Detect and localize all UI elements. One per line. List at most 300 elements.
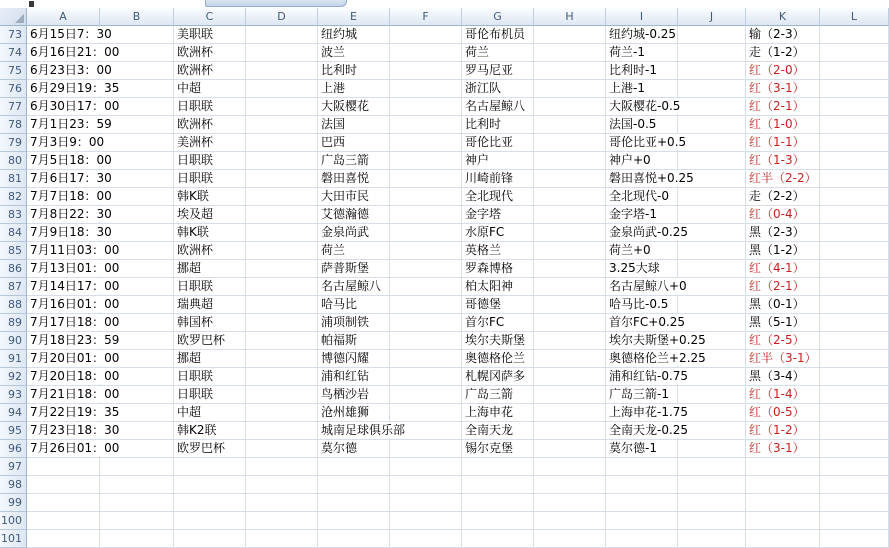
cell-B99[interactable] (100, 494, 174, 512)
cell-H100[interactable] (534, 512, 606, 530)
cell-C101[interactable] (174, 530, 246, 548)
cell-A82[interactable] (27, 188, 112, 206)
cell-I99[interactable] (606, 494, 678, 512)
column-header-I[interactable]: I (606, 8, 678, 26)
column-header-D[interactable]: D (246, 8, 318, 26)
cell-H87[interactable] (534, 278, 606, 296)
cell-I91[interactable] (606, 350, 706, 368)
cell-I93[interactable] (606, 386, 678, 404)
cell-J97[interactable] (678, 458, 746, 476)
cell-C92[interactable] (174, 368, 246, 386)
row-header-83[interactable]: 83 (0, 206, 27, 224)
cell-H80[interactable] (534, 152, 606, 170)
cell-H78[interactable] (534, 116, 606, 134)
cell-H82[interactable] (534, 188, 606, 206)
cell-A77[interactable] (27, 98, 120, 116)
cell-C86[interactable] (174, 260, 246, 278)
cell-A89[interactable] (27, 314, 120, 332)
cell-K78[interactable] (746, 116, 820, 134)
column-header-J[interactable]: J (678, 8, 746, 26)
cell-L88[interactable] (820, 296, 889, 314)
cell-J77[interactable] (678, 98, 746, 116)
cell-K81[interactable] (746, 170, 820, 188)
cell-K100[interactable] (746, 512, 820, 530)
cell-A75[interactable] (27, 62, 112, 80)
cell-L90[interactable] (820, 332, 889, 350)
cell-E91[interactable] (318, 350, 390, 368)
cell-A88[interactable] (27, 296, 120, 314)
cell-E100[interactable] (318, 512, 390, 530)
cell-K96[interactable] (746, 440, 820, 458)
cell-L95[interactable] (820, 422, 889, 440)
cell-E92[interactable] (318, 368, 390, 386)
cell-A91[interactable] (27, 350, 120, 368)
cell-A100[interactable] (27, 512, 100, 530)
cell-D97[interactable] (246, 458, 318, 476)
row-header-77[interactable]: 77 (0, 98, 27, 116)
cell-E87[interactable] (318, 278, 390, 296)
cell-D91[interactable] (246, 350, 318, 368)
cell-A74[interactable] (27, 44, 120, 62)
cell-L96[interactable] (820, 440, 889, 458)
cell-L83[interactable] (820, 206, 889, 224)
cell-L77[interactable] (820, 98, 889, 116)
cell-J98[interactable] (678, 476, 746, 494)
cell-L92[interactable] (820, 368, 889, 386)
cell-G87[interactable] (462, 278, 534, 296)
row-header-100[interactable]: 100 (0, 512, 27, 530)
cell-J96[interactable] (678, 440, 746, 458)
cell-D87[interactable] (246, 278, 318, 296)
cell-I74[interactable] (606, 44, 678, 62)
cell-D90[interactable] (246, 332, 318, 350)
cell-F74[interactable] (390, 44, 462, 62)
cell-J86[interactable] (678, 260, 746, 278)
cell-D86[interactable] (246, 260, 318, 278)
row-header-95[interactable]: 95 (0, 422, 27, 440)
cell-F86[interactable] (390, 260, 462, 278)
cell-I97[interactable] (606, 458, 678, 476)
row-header-97[interactable]: 97 (0, 458, 27, 476)
cell-F89[interactable] (390, 314, 462, 332)
cell-I83[interactable] (606, 206, 678, 224)
cell-C82[interactable] (174, 188, 246, 206)
cell-E96[interactable] (318, 440, 390, 458)
cell-E85[interactable] (318, 242, 390, 260)
cell-D81[interactable] (246, 170, 318, 188)
cell-H85[interactable] (534, 242, 606, 260)
cell-H90[interactable] (534, 332, 606, 350)
cell-F85[interactable] (390, 242, 462, 260)
cell-E98[interactable] (318, 476, 390, 494)
cell-K86[interactable] (746, 260, 820, 278)
cell-A101[interactable] (27, 530, 100, 548)
cell-K90[interactable] (746, 332, 820, 350)
cell-A85[interactable] (27, 242, 120, 260)
cell-K74[interactable] (746, 44, 820, 62)
column-header-F[interactable]: F (390, 8, 462, 26)
cell-C98[interactable] (174, 476, 246, 494)
cell-L74[interactable] (820, 44, 889, 62)
cell-G77[interactable] (462, 98, 534, 116)
cell-L84[interactable] (820, 224, 889, 242)
cell-C90[interactable] (174, 332, 246, 350)
cell-G98[interactable] (462, 476, 534, 494)
cell-H84[interactable] (534, 224, 606, 242)
cell-H74[interactable] (534, 44, 606, 62)
cell-H73[interactable] (534, 26, 606, 44)
cell-I100[interactable] (606, 512, 678, 530)
cell-C96[interactable] (174, 440, 246, 458)
cell-L82[interactable] (820, 188, 889, 206)
cell-K92[interactable] (746, 368, 820, 386)
cell-H79[interactable] (534, 134, 606, 152)
cell-D101[interactable] (246, 530, 318, 548)
cell-I98[interactable] (606, 476, 678, 494)
cell-F99[interactable] (390, 494, 462, 512)
cell-F96[interactable] (390, 440, 462, 458)
cell-E93[interactable] (318, 386, 390, 404)
cell-F90[interactable] (390, 332, 462, 350)
cell-E90[interactable] (318, 332, 390, 350)
cell-F83[interactable] (390, 206, 462, 224)
cell-B101[interactable] (100, 530, 174, 548)
select-all-corner[interactable] (0, 8, 27, 26)
cell-K98[interactable] (746, 476, 820, 494)
cell-G75[interactable] (462, 62, 534, 80)
cell-E89[interactable] (318, 314, 390, 332)
cell-D89[interactable] (246, 314, 318, 332)
cell-C87[interactable] (174, 278, 246, 296)
cell-B100[interactable] (100, 512, 174, 530)
cell-F101[interactable] (390, 530, 462, 548)
cell-E73[interactable] (318, 26, 390, 44)
cell-A98[interactable] (27, 476, 100, 494)
cell-D75[interactable] (246, 62, 318, 80)
cell-G85[interactable] (462, 242, 534, 260)
cell-A73[interactable] (27, 26, 112, 44)
cell-G82[interactable] (462, 188, 534, 206)
cell-D85[interactable] (246, 242, 318, 260)
cell-F98[interactable] (390, 476, 462, 494)
cell-F80[interactable] (390, 152, 462, 170)
column-header-L[interactable]: L (820, 8, 889, 26)
cell-E88[interactable] (318, 296, 390, 314)
cell-K94[interactable] (746, 404, 820, 422)
cell-D76[interactable] (246, 80, 318, 98)
cell-A84[interactable] (27, 224, 112, 242)
cell-C100[interactable] (174, 512, 246, 530)
cell-E83[interactable] (318, 206, 390, 224)
cell-L91[interactable] (820, 350, 889, 368)
cell-K87[interactable] (746, 278, 820, 296)
cell-E79[interactable] (318, 134, 390, 152)
cell-F81[interactable] (390, 170, 462, 188)
column-header-H[interactable]: H (534, 8, 606, 26)
cell-E76[interactable] (318, 80, 390, 98)
cell-E95[interactable] (318, 422, 406, 440)
cell-J83[interactable] (678, 206, 746, 224)
cell-K82[interactable] (746, 188, 820, 206)
cell-H96[interactable] (534, 440, 606, 458)
cell-E99[interactable] (318, 494, 390, 512)
cell-G76[interactable] (462, 80, 534, 98)
cell-A94[interactable] (27, 404, 120, 422)
cell-L80[interactable] (820, 152, 889, 170)
cell-A87[interactable] (27, 278, 120, 296)
cell-G78[interactable] (462, 116, 534, 134)
cell-F78[interactable] (390, 116, 462, 134)
cell-G84[interactable] (462, 224, 534, 242)
cell-J99[interactable] (678, 494, 746, 512)
cell-A76[interactable] (27, 80, 120, 98)
row-header-80[interactable]: 80 (0, 152, 27, 170)
cell-K85[interactable] (746, 242, 820, 260)
cell-C78[interactable] (174, 116, 246, 134)
row-header-79[interactable]: 79 (0, 134, 27, 152)
cell-H93[interactable] (534, 386, 606, 404)
cell-G96[interactable] (462, 440, 534, 458)
cell-C94[interactable] (174, 404, 246, 422)
cell-I95[interactable] (606, 422, 689, 440)
cell-D73[interactable] (246, 26, 318, 44)
cell-F88[interactable] (390, 296, 462, 314)
row-header-101[interactable]: 101 (0, 530, 27, 548)
cell-H98[interactable] (534, 476, 606, 494)
cell-J78[interactable] (678, 116, 746, 134)
cell-K95[interactable] (746, 422, 820, 440)
cell-L86[interactable] (820, 260, 889, 278)
cell-A90[interactable] (27, 332, 120, 350)
cell-L81[interactable] (820, 170, 889, 188)
cell-A99[interactable] (27, 494, 100, 512)
cell-G89[interactable] (462, 314, 534, 332)
cell-I73[interactable] (606, 26, 678, 44)
cell-D77[interactable] (246, 98, 318, 116)
cell-H81[interactable] (534, 170, 606, 188)
cell-K77[interactable] (746, 98, 820, 116)
cell-G101[interactable] (462, 530, 534, 548)
cell-D84[interactable] (246, 224, 318, 242)
cell-K83[interactable] (746, 206, 820, 224)
cell-G93[interactable] (462, 386, 534, 404)
cell-E77[interactable] (318, 98, 390, 116)
row-header-96[interactable]: 96 (0, 440, 27, 458)
cell-F73[interactable] (390, 26, 462, 44)
cell-L99[interactable] (820, 494, 889, 512)
cell-C73[interactable] (174, 26, 246, 44)
cell-H94[interactable] (534, 404, 606, 422)
cell-G94[interactable] (462, 404, 534, 422)
cell-I88[interactable] (606, 296, 678, 314)
cell-F76[interactable] (390, 80, 462, 98)
cell-G74[interactable] (462, 44, 534, 62)
row-header-84[interactable]: 84 (0, 224, 27, 242)
cell-L75[interactable] (820, 62, 889, 80)
cell-H89[interactable] (534, 314, 606, 332)
cell-D74[interactable] (246, 44, 318, 62)
cell-C99[interactable] (174, 494, 246, 512)
cell-I82[interactable] (606, 188, 678, 206)
cell-J87[interactable] (678, 278, 746, 296)
cell-L97[interactable] (820, 458, 889, 476)
column-header-A[interactable]: A (27, 8, 100, 26)
cell-G100[interactable] (462, 512, 534, 530)
cell-J74[interactable] (678, 44, 746, 62)
cell-J80[interactable] (678, 152, 746, 170)
cell-H77[interactable] (534, 98, 606, 116)
cell-L73[interactable] (820, 26, 889, 44)
cell-G79[interactable] (462, 134, 534, 152)
cell-I96[interactable] (606, 440, 678, 458)
cell-L87[interactable] (820, 278, 889, 296)
cell-H83[interactable] (534, 206, 606, 224)
row-header-88[interactable]: 88 (0, 296, 27, 314)
cell-F79[interactable] (390, 134, 462, 152)
cell-I92[interactable] (606, 368, 689, 386)
row-header-82[interactable]: 82 (0, 188, 27, 206)
cell-D98[interactable] (246, 476, 318, 494)
cell-K73[interactable] (746, 26, 820, 44)
row-header-87[interactable]: 87 (0, 278, 27, 296)
cell-E74[interactable] (318, 44, 390, 62)
cell-I94[interactable] (606, 404, 689, 422)
cell-F97[interactable] (390, 458, 462, 476)
cell-G95[interactable] (462, 422, 534, 440)
cell-E81[interactable] (318, 170, 390, 188)
cell-C77[interactable] (174, 98, 246, 116)
cell-J76[interactable] (678, 80, 746, 98)
cell-K84[interactable] (746, 224, 820, 242)
cell-D92[interactable] (246, 368, 318, 386)
cell-J100[interactable] (678, 512, 746, 530)
row-header-75[interactable]: 75 (0, 62, 27, 80)
row-header-91[interactable]: 91 (0, 350, 27, 368)
cell-A96[interactable] (27, 440, 120, 458)
cell-A78[interactable] (27, 116, 112, 134)
cell-I80[interactable] (606, 152, 678, 170)
cell-H88[interactable] (534, 296, 606, 314)
cell-F84[interactable] (390, 224, 462, 242)
cell-I78[interactable] (606, 116, 678, 134)
cell-C91[interactable] (174, 350, 246, 368)
row-header-85[interactable]: 85 (0, 242, 27, 260)
row-header-74[interactable]: 74 (0, 44, 27, 62)
cell-C75[interactable] (174, 62, 246, 80)
column-header-E[interactable]: E (318, 8, 390, 26)
cell-L94[interactable] (820, 404, 889, 422)
cell-H101[interactable] (534, 530, 606, 548)
cell-G90[interactable] (462, 332, 534, 350)
cell-H75[interactable] (534, 62, 606, 80)
cell-J79[interactable] (678, 134, 746, 152)
cell-A95[interactable] (27, 422, 120, 440)
cell-C79[interactable] (174, 134, 246, 152)
cell-G80[interactable] (462, 152, 534, 170)
cell-G92[interactable] (462, 368, 534, 386)
cell-F82[interactable] (390, 188, 462, 206)
cell-H92[interactable] (534, 368, 606, 386)
cell-H91[interactable] (534, 350, 606, 368)
cell-A81[interactable] (27, 170, 112, 188)
cell-E94[interactable] (318, 404, 390, 422)
cell-J82[interactable] (678, 188, 746, 206)
cell-L101[interactable] (820, 530, 889, 548)
cell-A86[interactable] (27, 260, 120, 278)
cell-J75[interactable] (678, 62, 746, 80)
cell-I87[interactable] (606, 278, 687, 296)
cell-L98[interactable] (820, 476, 889, 494)
cell-E82[interactable] (318, 188, 390, 206)
cell-E97[interactable] (318, 458, 390, 476)
cell-K93[interactable] (746, 386, 820, 404)
cell-A79[interactable] (27, 134, 105, 152)
row-header-90[interactable]: 90 (0, 332, 27, 350)
cell-I79[interactable] (606, 134, 687, 152)
cell-D78[interactable] (246, 116, 318, 134)
row-header-93[interactable]: 93 (0, 386, 27, 404)
row-header-78[interactable]: 78 (0, 116, 27, 134)
cell-D80[interactable] (246, 152, 318, 170)
cell-B79[interactable] (100, 134, 174, 152)
cell-A92[interactable] (27, 368, 120, 386)
row-header-73[interactable]: 73 (0, 26, 27, 44)
row-header-89[interactable]: 89 (0, 314, 27, 332)
cell-I81[interactable] (606, 170, 694, 188)
row-header-99[interactable]: 99 (0, 494, 27, 512)
cell-K75[interactable] (746, 62, 820, 80)
cell-J93[interactable] (678, 386, 746, 404)
cell-L79[interactable] (820, 134, 889, 152)
cell-K79[interactable] (746, 134, 820, 152)
cell-J88[interactable] (678, 296, 746, 314)
cell-F77[interactable] (390, 98, 462, 116)
cell-E78[interactable] (318, 116, 390, 134)
cell-H97[interactable] (534, 458, 606, 476)
row-header-81[interactable]: 81 (0, 170, 27, 188)
column-header-G[interactable]: G (462, 8, 534, 26)
cell-H95[interactable] (534, 422, 606, 440)
row-header-94[interactable]: 94 (0, 404, 27, 422)
cell-L100[interactable] (820, 512, 889, 530)
cell-C76[interactable] (174, 80, 246, 98)
column-header-C[interactable]: C (174, 8, 246, 26)
cell-G91[interactable] (462, 350, 534, 368)
cell-J89[interactable] (678, 314, 746, 332)
cell-C84[interactable] (174, 224, 246, 242)
cell-L93[interactable] (820, 386, 889, 404)
cell-K88[interactable] (746, 296, 820, 314)
cell-F87[interactable] (390, 278, 462, 296)
column-header-K[interactable]: K (746, 8, 820, 26)
cell-J101[interactable] (678, 530, 746, 548)
cell-D83[interactable] (246, 206, 318, 224)
cell-F100[interactable] (390, 512, 462, 530)
row-header-86[interactable]: 86 (0, 260, 27, 278)
cell-G73[interactable] (462, 26, 534, 44)
cell-C97[interactable] (174, 458, 246, 476)
cell-G81[interactable] (462, 170, 534, 188)
cell-D93[interactable] (246, 386, 318, 404)
cell-L89[interactable] (820, 314, 889, 332)
cell-D96[interactable] (246, 440, 318, 458)
cell-B98[interactable] (100, 476, 174, 494)
cell-D95[interactable] (246, 422, 318, 440)
cell-G86[interactable] (462, 260, 534, 278)
cell-C95[interactable] (174, 422, 246, 440)
row-header-98[interactable]: 98 (0, 476, 27, 494)
cell-C88[interactable] (174, 296, 246, 314)
